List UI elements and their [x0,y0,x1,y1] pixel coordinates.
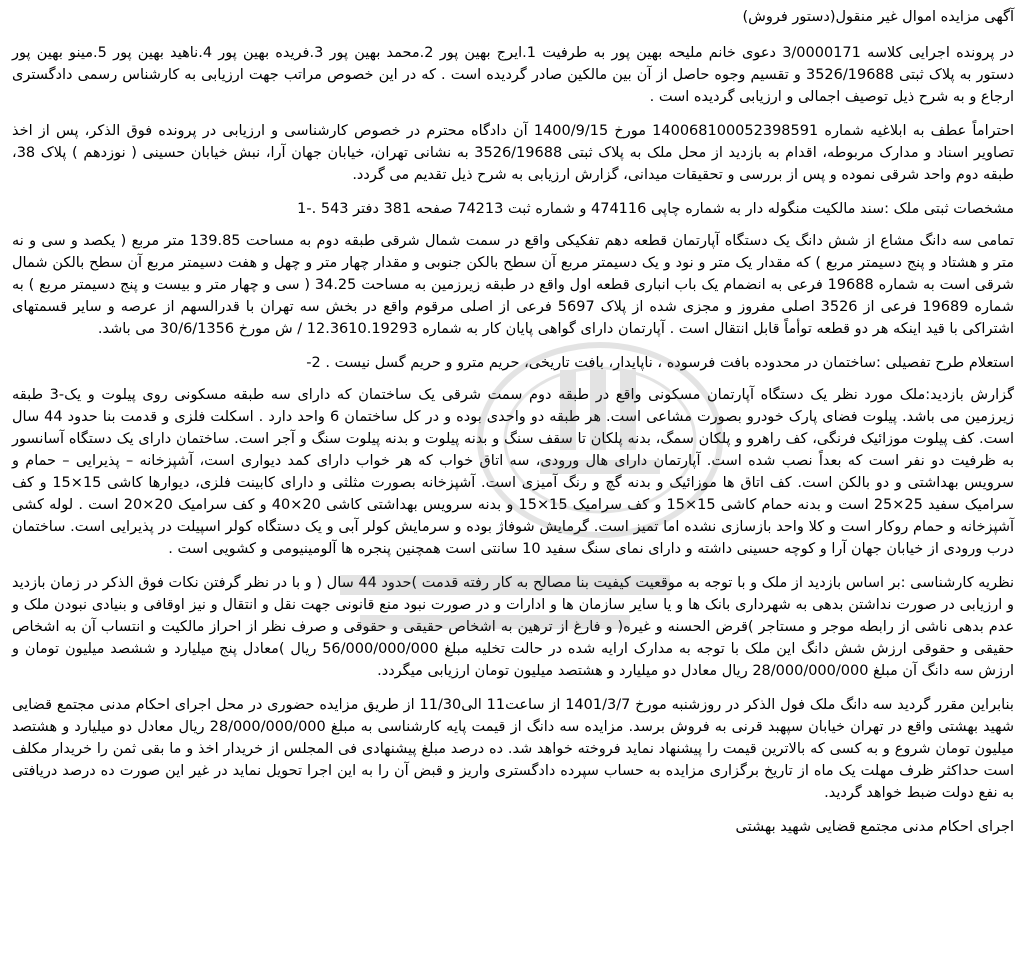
issuing-authority: اجرای احکام مدنی مجتمع قضایی شهید بهشتی [735,819,1014,835]
paragraph-inspection-report: گزارش بازدید:ملک مورد نظر یک دستگاه آپارتمان مسکونی واقع در طبقه دوم سمت شرقی یک ساختمان که دارای سه طبقه مسکونی روی پیلوت و یک-3 طبقه زیرزمین می باشد. پیلوت فضای پارک خودرو بصورت مشاعی است. هر طبقه دو واحدی بوده و در کل ساختمان 6 واحد دارد . اسکلت فلزی و قدمت بنا حدود 44 سال است. کف پیلوت موزائیک فرنگی، کف راهرو و پلکان سمگ، بدنه پلکان تا سقف سنگ و بدنه پیلوت و بدنه پیلوت سنگ و آجر است. ساختمان دارای یک دستگاه آسانسور به ظرفیت دو نفر است که بعداً نصب شده است. آپارتمان دارای هال ورودی، سه اتاق خواب که هر خواب دارای کمد دیواری است، آشپزخانه – پذیرایی – حمام و سرویس بهداشتی و دو بالکن است. کف اتاق ها موزائیک و بدنه گچ و رنگ آمیزی است. آشپزخانه بصورت مثلثی و دارای کابینت فلزی، دیوارها کاشی 15×15 و کف سرامیک سفید 25×25 است و بدنه حمام کاشی 15×15 و کف سرامیک 15×15 و بدنه سرویس بهداشتی کاشی 20×40 و کف سرامیک 20×20 است . لوله کشی آشپزخانه و حمام روکار است و کلا واحد بازسازی نشده اما تمیز است. گرمایش شوفاژ بوده و سرمایش کولر آبی و یک دستگاه کولر اسپیلت در پذیرایی است. ساختمان درب ورودی از خیابان جهان آرا و کوچه حسینی داشته و دارای نمای سنگ سفید 10 سانتی است همچنین پنجره ها آلومینیومی و کشویی است . [12,387,1015,557]
notice-title: آگهی مزایده اموال غیر منقول(دستور فروش) [742,9,1014,25]
paragraph-auction-terms: بنابراین مقرر گردید سه دانگ ملک فول الذکر در روزشنبه مورخ 1401/3/7 از ساعت11 الی11/30 از طریق مزایده حضوری در محل اجرای احکام مدنی مجتمع قضایی شهید بهشتی واقع در تهران خیابان سپهبد قرنی به فروش برسد. مزایده سه دانگ از قیمت پایه کارشناسی به مبلغ 28/000/000/000 ریال معادل دو میلیارد و هشتصد میلیون تومان شروع و به کسی که بالاترین قیمت را پیشنهاد نماید فروخته خواهد شد. ده درصد مبلغ پیشنهادی فی المجلس از خریدار اخذ و ما بقی ثمن را خریدار مکلف است حداکثر ظرف مهلت یک ماه از تاریخ برگزاری مزایده به حساب سپرده دادگستری واریز و قبض آن را به این اجرا تحویل نماید در غیر این صورت ده درصد دریافتی به نفع دولت ضبط خواهد گردید. [12,697,1015,801]
paragraph-zoning-inquiry: استعلام طرح تفصیلی :ساختمان در محدوده بافت فرسوده ، ناپایدار، بافت تاریخی، حریم مترو و حریم گسل نیست . 2- [306,355,1014,371]
paragraph-registration-details: مشخصات ثبتی ملک :سند مالکیت منگوله دار به شماره چاپی 474116 و شماره ثبت 74213 صفحه 381 دفتر 543 .-1 [297,201,1014,217]
paragraph-expert-opinion: نظریه کارشناسی :بر اساس بازدید از ملک و با توجه به موقعیت کیفیت بنا مصالح به کار رفته قدمت )حدود 44 سال ( و با در نظر گرفتن نکات فوق الذکر در زمان بازدید و ارزیابی در صورت نداشتن بدهی به شهرداری بانک ها و یا سایر سازمان ها و ادارات و در صورت نبود منع قانونی جهت نقل و انتقال و نیز اوقافی و بنیادی نبودن ملک و عدم بدهی ناشی از رابطه موجر و مستاجر )قرض الحسنه و غیره( و فارغ از ترهین به اشخاص حقیقی و حقوقی و صرف نظر از احراز مالکیت و انتساب آن به اشخاص حقیقی و حقوقی ارزش شش دانگ این ملک با توجه به مدارک ارایه شده در حالت تخلیه مبلغ 56/000/000/000 ریال )معادل پنج میلیارد و ششصد میلیون تومان و ارزش سه دانگ آن مبلغ 28/000/000/000 ریال معادل دو میلیارد و هشتصد میلیون تومان ارزیابی میگردد. [12,575,1015,679]
paragraph-court-referral: احتراماً عطف به ابلاغیه شماره 140068100052398591 مورخ 1400/9/15 آن دادگاه محترم در خصوص کارشناسی و ارزیابی در پرونده فوق الذکر، پس از اخذ تصاویر اسناد و مدارک مربوطه، اقدام به بازدید از محل ملک به پلاک ثبتی 3526/19688 به نشانی تهران، خیابان جهان آرا، نبش خیابان حسینی ( نوزدهم ) پلاک 38، طبقه دوم واحد شرقی نموده و پس از بررسی و تحقیقات میدانی، گزارش ارزیابی به شرح ذیل تقدیم می گردد. [12,123,1014,183]
paragraph-property-description: تمامی سه دانگ مشاع از شش دانگ یک دستگاه آپارتمان قطعه دهم تفکیکی واقع در سمت شمال شرقی طبقه دوم به مساحت 139.85 متر مربع ( یکصد و سی و نه متر و هشتاد و پنج دسیمتر مربع ) که مقدار یک متر و نود و یک دسیمتر مربع آن سطح بالکن جنوبی و مقدار چهار متر و چهل و هفت دسیمتر مربع آن سطح بالکن شمال شرقی است به شماره 19688 فرعی به انضمام یک باب انباری قطعه اول واقع در طبقه زیرزمین به مساحت 34.25 ( سی و چهار متر و بیست و پنج دسیمتر مربع ) به شماره 19689 فرعی از 3526 اصلی مفروز و مجزی شده از پلاک 5697 فرعی از اصلی مرقوم واقع در بخش سه تهران با قدرالسهم از عرصه و سایر قسمتهای اشتراکی با قید اینکه هر دو قطعه توأماً قابل انتقال است . آپارتمان دارای گواهی پایان کار به شماره 12.3610.19293 / ش مورخ 30/6/1356 می باشد. [12,233,1014,337]
paragraph-case-intro: در پرونده اجرایی کلاسه 3/0000171 دعوی خانم ملیحه بهین پور به طرفیت 1.ایرج بهین پور 2.محمد بهین پور 3.فریده بهین پور 4.ناهید بهین پور 5.مینو بهین پور دستور به پلاک ثبتی 3526/19688 و تقسیم وجوه حاصل از آن بین مالکین صادر گردیده است . که در این خصوص مراتب جهت ارزیابی به کارشناس رسمی دادگستری ارجاع و به شرح ذیل توصیف اجمالی و ارزیابی گردیده است . [12,45,1015,105]
